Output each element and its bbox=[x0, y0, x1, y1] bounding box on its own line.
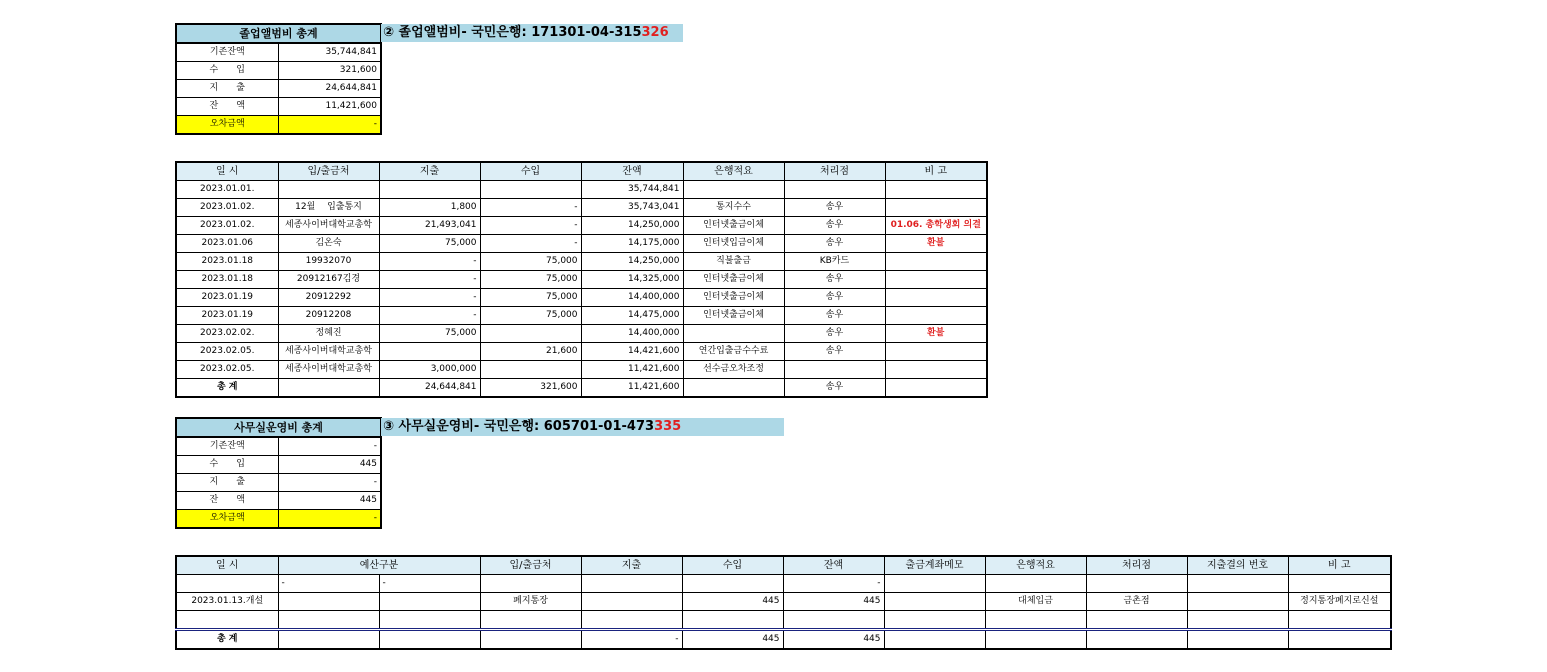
office-summary-table bbox=[175, 417, 382, 529]
table-cell bbox=[1187, 630, 1288, 650]
table-cell: 세종사이버대학교총학 bbox=[278, 343, 379, 361]
table-cell: - bbox=[379, 575, 480, 593]
table-cell: 직불출금 bbox=[683, 253, 784, 271]
table-cell: 14,175,000 bbox=[581, 235, 683, 253]
col-budget-header: 예산구분 bbox=[278, 556, 480, 575]
table-row bbox=[176, 181, 987, 199]
summary-label: 지 출 bbox=[176, 474, 278, 492]
table-cell bbox=[885, 361, 987, 379]
table-cell bbox=[176, 575, 278, 593]
table-cell: 75,000 bbox=[480, 307, 581, 325]
table-cell: 20912292 bbox=[278, 289, 379, 307]
table-cell: 14,400,000 bbox=[581, 325, 683, 343]
table-cell: 송우 bbox=[784, 271, 885, 289]
col-balance-header: 잔액 bbox=[783, 556, 884, 575]
table-cell: 세종사이버대학교총학 bbox=[278, 361, 379, 379]
table-cell bbox=[278, 630, 379, 650]
total-label: 총 계 bbox=[176, 630, 278, 650]
table-cell bbox=[379, 343, 480, 361]
diff-value: - bbox=[278, 116, 381, 135]
table-cell: 2023.02.05. bbox=[176, 361, 278, 379]
table-cell: 75,000 bbox=[480, 271, 581, 289]
table-cell bbox=[884, 611, 985, 630]
table-cell bbox=[379, 630, 480, 650]
table-cell: - bbox=[783, 575, 884, 593]
table-cell: 21,600 bbox=[480, 343, 581, 361]
table-cell bbox=[480, 575, 581, 593]
table-cell: 75,000 bbox=[480, 289, 581, 307]
col-income-header: 수입 bbox=[682, 556, 783, 575]
table-cell: 14,250,000 bbox=[581, 217, 683, 235]
office-summary-row bbox=[176, 456, 381, 474]
table-cell: 75,000 bbox=[379, 325, 480, 343]
table-cell: 송우 bbox=[784, 343, 885, 361]
table-cell: 2023.01.13.개설 bbox=[176, 593, 278, 611]
total-income: 321,600 bbox=[480, 379, 581, 398]
table-cell: 2023.02.05. bbox=[176, 343, 278, 361]
office-account-text: ③ 사무실운영비- 국민은행: 605701-01-473 bbox=[383, 419, 655, 434]
table-cell: 송우 bbox=[784, 235, 885, 253]
table-cell: 2023.01.18 bbox=[176, 253, 278, 271]
table-cell: 연간입출금수수료 bbox=[683, 343, 784, 361]
table-cell bbox=[985, 575, 1086, 593]
col-date-header: 일 시 bbox=[176, 556, 278, 575]
table-cell: 선수금오차조정 bbox=[683, 361, 784, 379]
table-cell: 인터넷출금이체 bbox=[683, 271, 784, 289]
table-cell: 75,000 bbox=[480, 253, 581, 271]
summary-label: 지 출 bbox=[176, 80, 278, 98]
table-cell: 김온숙 bbox=[278, 235, 379, 253]
table-cell bbox=[885, 181, 987, 199]
table-cell: 2023.01.02. bbox=[176, 199, 278, 217]
table-cell: 1,800 bbox=[379, 199, 480, 217]
table-cell: 445 bbox=[682, 593, 783, 611]
summary-label: 잔 액 bbox=[176, 492, 278, 510]
grad-summary-title-row bbox=[176, 24, 381, 43]
table-cell bbox=[581, 593, 682, 611]
table-row bbox=[176, 217, 987, 235]
table-cell bbox=[1086, 611, 1187, 630]
table-cell bbox=[480, 325, 581, 343]
table-cell bbox=[278, 611, 379, 630]
table-cell bbox=[1187, 575, 1288, 593]
table-cell: - bbox=[480, 235, 581, 253]
table-cell: 정지통장폐지로신설 bbox=[1288, 593, 1391, 611]
table-cell: 금촌점 bbox=[1086, 593, 1187, 611]
total-balance: 445 bbox=[783, 630, 884, 650]
table-cell: 송우 bbox=[784, 307, 885, 325]
summary-value: 321,600 bbox=[278, 62, 381, 80]
table-cell: - bbox=[379, 271, 480, 289]
col-note-header: 비 고 bbox=[885, 162, 987, 181]
col-date-header: 일 시 bbox=[176, 162, 278, 181]
table-row bbox=[176, 253, 987, 271]
table-cell: 대체입금 bbox=[985, 593, 1086, 611]
table-cell: 송우 bbox=[784, 217, 885, 235]
table-cell: 2023.01.19 bbox=[176, 289, 278, 307]
summary-value: 35,744,841 bbox=[278, 43, 381, 62]
col-income-header: 수입 bbox=[480, 162, 581, 181]
table-cell bbox=[985, 611, 1086, 630]
table-cell bbox=[1288, 611, 1391, 630]
table-cell: 인터넷출금이체 bbox=[683, 217, 784, 235]
table-cell: 폐지통장 bbox=[480, 593, 581, 611]
grad-ledger-table bbox=[175, 161, 988, 398]
table-cell bbox=[683, 379, 784, 398]
table-cell: 14,475,000 bbox=[581, 307, 683, 325]
table-cell bbox=[176, 611, 278, 630]
table-cell: 송우 bbox=[784, 325, 885, 343]
table-cell: 20912167김경 bbox=[278, 271, 379, 289]
table-cell: 14,325,000 bbox=[581, 271, 683, 289]
office-header-row bbox=[176, 556, 1391, 575]
office-ledger-table bbox=[175, 555, 1392, 650]
total-balance: 11,421,600 bbox=[581, 379, 683, 398]
total-expense: - bbox=[581, 630, 682, 650]
office-summary-row bbox=[176, 474, 381, 492]
grad-account-text: ② 졸업앨범비- 국민은행: 171301-04-315 bbox=[383, 25, 642, 40]
table-cell bbox=[683, 325, 784, 343]
summary-value: 11,421,600 bbox=[278, 98, 381, 116]
table-cell: 정혜진 bbox=[278, 325, 379, 343]
summary-value: 445 bbox=[278, 456, 381, 474]
table-cell bbox=[783, 611, 884, 630]
table-cell: 20912208 bbox=[278, 307, 379, 325]
table-cell bbox=[581, 575, 682, 593]
table-cell bbox=[1288, 630, 1391, 650]
table-cell bbox=[683, 181, 784, 199]
diff-label: 오차금액 bbox=[176, 116, 278, 135]
table-cell: 환불 bbox=[885, 235, 987, 253]
table-cell: 2023.01.06 bbox=[176, 235, 278, 253]
col-expense-header: 지출 bbox=[581, 556, 682, 575]
table-cell: 14,400,000 bbox=[581, 289, 683, 307]
table-cell bbox=[885, 271, 987, 289]
total-branch: 송우 bbox=[784, 379, 885, 398]
table-cell bbox=[379, 611, 480, 630]
grad-summary-row bbox=[176, 43, 381, 62]
office-total-row bbox=[176, 630, 1391, 650]
table-cell: 445 bbox=[783, 593, 884, 611]
table-row bbox=[176, 361, 987, 379]
summary-label: 기존잔액 bbox=[176, 437, 278, 456]
office-row-empty bbox=[176, 611, 1391, 630]
table-cell bbox=[480, 181, 581, 199]
table-cell: 3,000,000 bbox=[379, 361, 480, 379]
grad-account-suffix: 326 bbox=[641, 25, 669, 40]
ledger-header-row bbox=[176, 162, 987, 181]
grad-summary-table bbox=[175, 23, 382, 135]
table-cell: 21,493,041 bbox=[379, 217, 480, 235]
office-summary-title: 사무실운영비 총계 bbox=[176, 418, 381, 437]
table-cell bbox=[581, 611, 682, 630]
table-row bbox=[176, 199, 987, 217]
table-cell: 2023.01.01. bbox=[176, 181, 278, 199]
col-expense-header: 지출 bbox=[379, 162, 480, 181]
table-cell bbox=[1086, 575, 1187, 593]
office-summary-row bbox=[176, 437, 381, 456]
table-cell: 송우 bbox=[784, 199, 885, 217]
table-cell bbox=[480, 630, 581, 650]
table-cell bbox=[480, 611, 581, 630]
summary-value: - bbox=[278, 437, 381, 456]
col-account-memo-header: 출금계좌메모 bbox=[884, 556, 985, 575]
table-cell: KB카드 bbox=[784, 253, 885, 271]
table-cell bbox=[278, 181, 379, 199]
summary-value: 445 bbox=[278, 492, 381, 510]
total-expense: 24,644,841 bbox=[379, 379, 480, 398]
table-cell: 인터넷출금이체 bbox=[683, 289, 784, 307]
table-cell: 환불 bbox=[885, 325, 987, 343]
total-income: 445 bbox=[682, 630, 783, 650]
col-counterparty-header: 입/출금처 bbox=[480, 556, 581, 575]
col-branch-header: 처리점 bbox=[784, 162, 885, 181]
table-cell bbox=[885, 199, 987, 217]
summary-label: 수 입 bbox=[176, 456, 278, 474]
summary-value: - bbox=[278, 474, 381, 492]
table-cell bbox=[379, 593, 480, 611]
col-branch-header: 처리점 bbox=[1086, 556, 1187, 575]
col-balance-header: 잔액 bbox=[581, 162, 683, 181]
table-cell: - bbox=[278, 575, 379, 593]
total-label: 총 계 bbox=[176, 379, 278, 398]
summary-label: 기존잔액 bbox=[176, 43, 278, 62]
col-resolution-header: 지출결의 번호 bbox=[1187, 556, 1288, 575]
table-row bbox=[176, 235, 987, 253]
table-cell bbox=[885, 379, 987, 398]
table-cell: 인터넷출금이체 bbox=[683, 307, 784, 325]
table-cell bbox=[1086, 630, 1187, 650]
table-cell: 14,421,600 bbox=[581, 343, 683, 361]
col-note-header: 비 고 bbox=[1288, 556, 1391, 575]
table-cell bbox=[1187, 593, 1288, 611]
table-cell bbox=[885, 253, 987, 271]
table-cell bbox=[985, 630, 1086, 650]
table-cell bbox=[784, 181, 885, 199]
table-cell: 통지수수 bbox=[683, 199, 784, 217]
table-cell: 인터넷입금이체 bbox=[683, 235, 784, 253]
summary-label: 잔 액 bbox=[176, 98, 278, 116]
office-summary-diff-row bbox=[176, 510, 381, 529]
table-cell: 35,744,841 bbox=[581, 181, 683, 199]
summary-value: 24,644,841 bbox=[278, 80, 381, 98]
table-cell: - bbox=[379, 253, 480, 271]
grad-summary-row bbox=[176, 62, 381, 80]
table-cell bbox=[885, 343, 987, 361]
office-row bbox=[176, 593, 1391, 611]
table-cell bbox=[885, 307, 987, 325]
table-cell: 2023.01.02. bbox=[176, 217, 278, 235]
table-cell: 2023.02.02. bbox=[176, 325, 278, 343]
table-row bbox=[176, 271, 987, 289]
grad-summary-row bbox=[176, 98, 381, 116]
table-cell: 12월 입출통지 bbox=[278, 199, 379, 217]
table-cell bbox=[884, 593, 985, 611]
table-cell bbox=[884, 575, 985, 593]
table-cell: 11,421,600 bbox=[581, 361, 683, 379]
office-account-suffix: 335 bbox=[654, 419, 682, 434]
table-cell bbox=[682, 575, 783, 593]
table-cell bbox=[885, 289, 987, 307]
grad-account-banner bbox=[381, 24, 683, 42]
table-cell: 19932070 bbox=[278, 253, 379, 271]
office-summary-title-row bbox=[176, 418, 381, 437]
office-summary-row bbox=[176, 492, 381, 510]
col-memo-header: 은행적요 bbox=[683, 162, 784, 181]
table-cell bbox=[784, 361, 885, 379]
table-cell bbox=[278, 593, 379, 611]
table-cell: 75,000 bbox=[379, 235, 480, 253]
col-memo-header: 은행적요 bbox=[985, 556, 1086, 575]
table-cell bbox=[480, 361, 581, 379]
diff-value: - bbox=[278, 510, 381, 529]
table-cell bbox=[884, 630, 985, 650]
table-cell: 35,743,041 bbox=[581, 199, 683, 217]
grad-summary-diff-row bbox=[176, 116, 381, 135]
summary-label: 수 입 bbox=[176, 62, 278, 80]
table-cell: 01.06. 총학생회 의결 bbox=[885, 217, 987, 235]
table-row bbox=[176, 325, 987, 343]
table-row bbox=[176, 343, 987, 361]
table-cell: 2023.01.19 bbox=[176, 307, 278, 325]
grad-summary-row bbox=[176, 80, 381, 98]
office-account-banner bbox=[381, 418, 784, 436]
table-cell: 14,250,000 bbox=[581, 253, 683, 271]
grad-ledger-body bbox=[176, 181, 987, 379]
grad-summary-title: 졸업앨범비 총계 bbox=[176, 24, 381, 43]
table-cell: - bbox=[480, 199, 581, 217]
table-cell: 2023.01.18 bbox=[176, 271, 278, 289]
office-row bbox=[176, 575, 1391, 593]
table-cell: 송우 bbox=[784, 289, 885, 307]
table-row bbox=[176, 307, 987, 325]
table-cell: - bbox=[379, 307, 480, 325]
table-cell: - bbox=[480, 217, 581, 235]
table-row bbox=[176, 289, 987, 307]
table-cell bbox=[1288, 575, 1391, 593]
diff-label: 오차금액 bbox=[176, 510, 278, 529]
col-counterparty-header: 입/출금처 bbox=[278, 162, 379, 181]
table-cell bbox=[379, 181, 480, 199]
table-cell: - bbox=[379, 289, 480, 307]
table-cell bbox=[278, 379, 379, 398]
table-cell bbox=[1187, 611, 1288, 630]
table-cell bbox=[682, 611, 783, 630]
grad-total-row bbox=[176, 379, 987, 398]
table-cell: 세종사이버대학교총학 bbox=[278, 217, 379, 235]
